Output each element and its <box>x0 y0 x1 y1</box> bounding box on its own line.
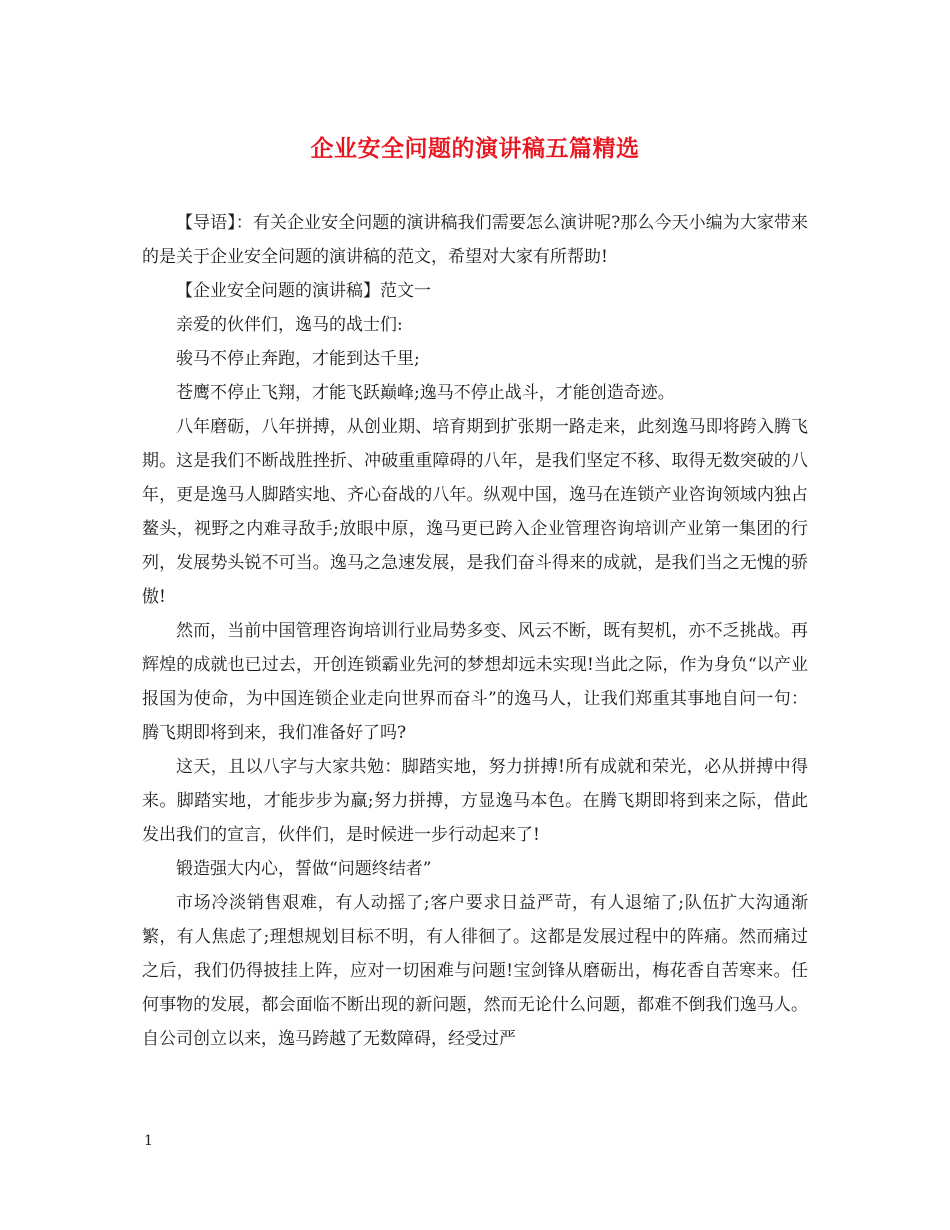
paragraph-intro: 【导语】：有关企业安全问题的演讲稿我们需要怎么演讲呢?那么今天小编为大家带来的是关于企业安全问题的演讲稿的范文，希望对大家有所帮助! <box>142 213 808 267</box>
paragraph-section-heading: 【企业安全问题的演讲稿】范文一 <box>176 281 431 301</box>
paragraph: 八年磨砺，八年拼搏，从创业期、培育期到扩张期一路走来，此刻逸马即将跨入腾飞期。这是我们不断战胜挫折、冲破重重障碍的八年，是我们坚定不移、取得无数突破的八年，更是逸马人脚踏实地、齐心奋战的八年。纵观中国，逸马在连锁产业咨询领域内独占鳌头，视野之内难寻敌手;放眼中原，逸马更已跨入企业管理咨询培训产业第一集团的行列，发展势头锐不可当。逸马之急速发展，是我们奋斗得来的成就，是我们当之无愧的骄傲! <box>142 417 808 607</box>
paragraph-salutation: 亲爱的伙伴们，逸马的战士们: <box>176 315 403 335</box>
document-body <box>142 206 808 1056</box>
paragraph: 这天，且以八字与大家共勉：脚踏实地，努力拼搏!所有成就和荣光，必从拼搏中得来。脚踏实地，才能步步为赢;努力拼搏，方显逸马本色。在腾飞期即将到来之际，借此发出我们的宣言，伙伴们，是时候进一步行动起来了! <box>142 757 808 845</box>
paragraph-subheading: 锻造强大内心，誓做“问题终结者” <box>176 859 432 879</box>
page-number: 1 <box>144 1133 153 1149</box>
paragraph: 苍鹰不停止飞翔，才能飞跃巅峰;逸马不停止战斗，才能创造奇迹。 <box>176 383 675 403</box>
paragraph: 市场冷淡销售艰难，有人动摇了;客户要求日益严苛，有人退缩了;队伍扩大沟通渐繁，有人焦虑了;理想规划目标不明，有人徘徊了。这都是发展过程中的阵痛。然而痛过之后，我们仍得披挂上阵，应对一切困难与问题!宝剑锋从磨砺出，梅花香自苦寒来。任何事物的发展，都会面临不断出现的新问题，然而无论什么问题，都难不倒我们逸马人。自公司创立以来，逸马跨越了无数障碍，经受过严 <box>142 893 808 1049</box>
paragraph: 骏马不停止奔跑，才能到达千里; <box>176 349 420 369</box>
document-title: 企业安全问题的演讲稿五篇精选 <box>310 135 640 162</box>
paragraph: 然而，当前中国管理咨询培训行业局势多变、风云不断，既有契机，亦不乏挑战。再辉煌的成就也已过去，开创连锁霸业先河的梦想却远未实现!当此之际，作为身负“以产业报国为使命，为中国连锁企业走向世界而奋斗”的逸马人，让我们郑重其事地自问一句：腾飞期即将到来，我们准备好了吗? <box>142 621 808 743</box>
